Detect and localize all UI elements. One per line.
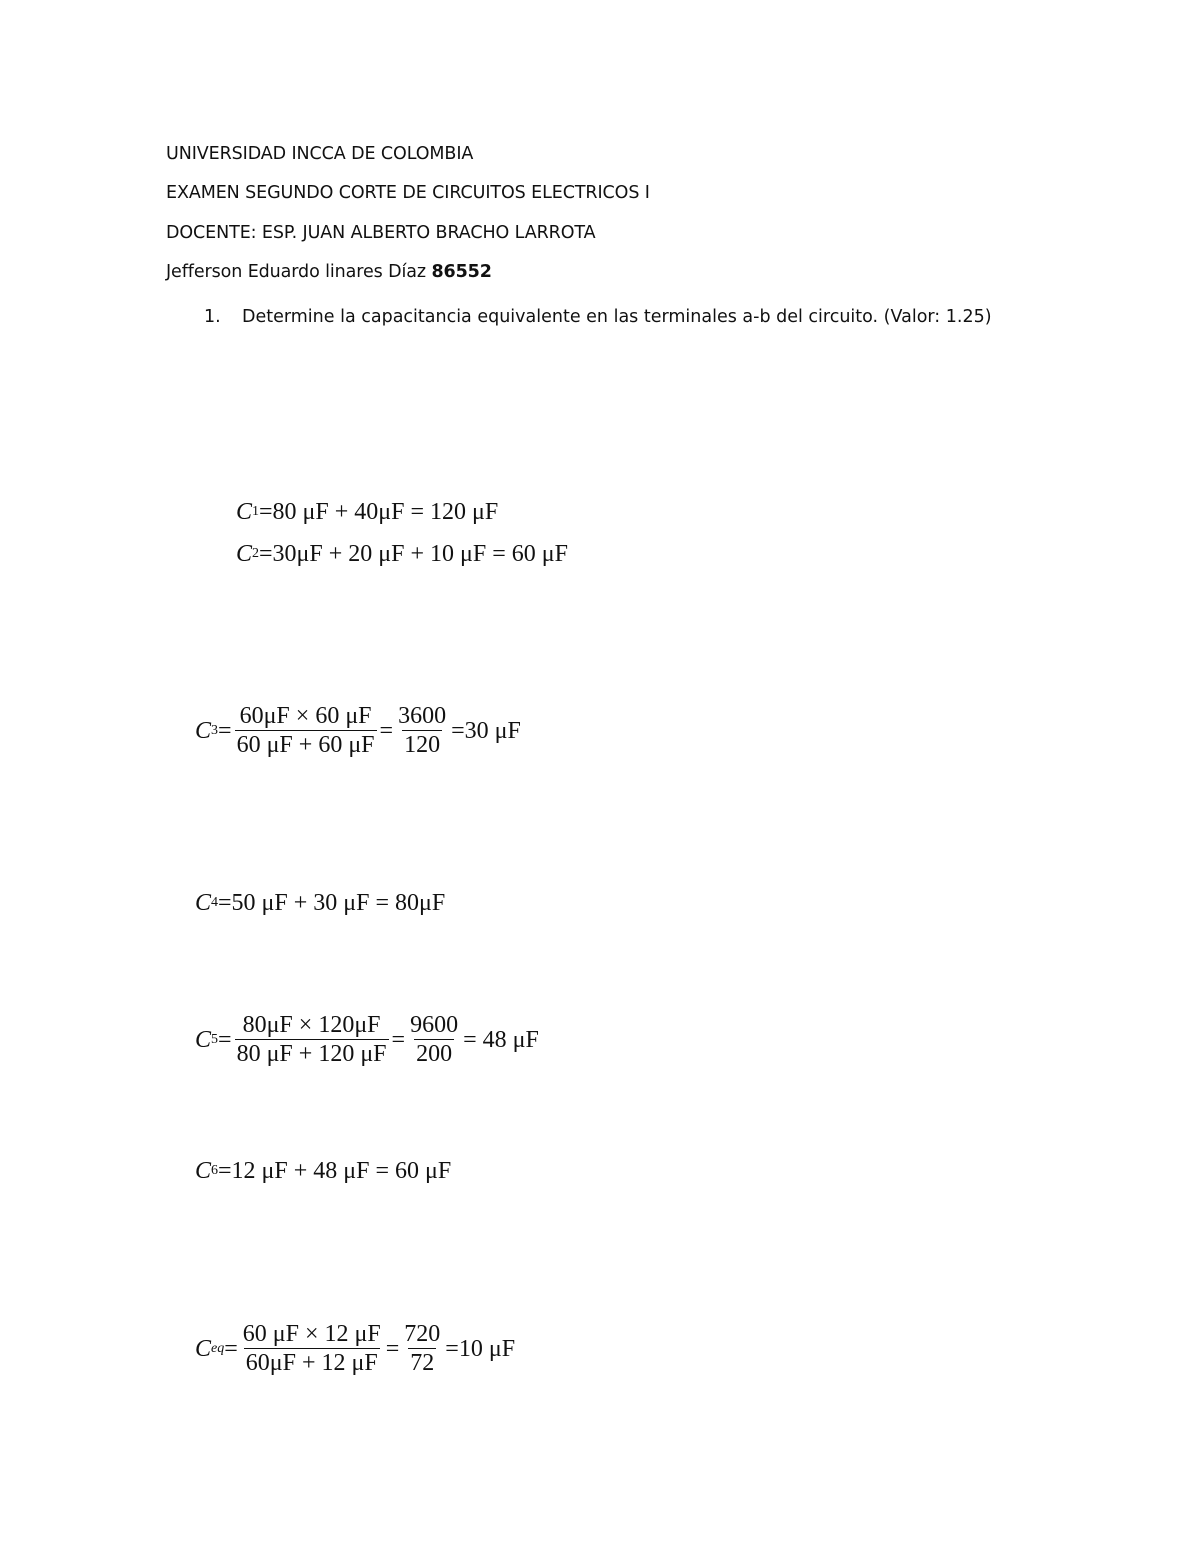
equation-var: C <box>236 541 253 567</box>
fraction-denominator: 80 μF + 120 μF <box>236 1041 387 1067</box>
equation-ceq: C eq = $\frac{60 \mu F \times 12 \mu F}{60\mu F + 12 \mu F}$ = $\frac{720}{72}$ =10 μF <box>195 1321 516 1376</box>
teacher-line: DOCENTE: ESP. JUAN ALBERTO BRACHO LARROTA <box>166 223 596 243</box>
fraction-denominator: 120 <box>404 732 441 758</box>
equation-expression: =50 μF + 30 μF = 80μF <box>218 890 446 916</box>
equation-var: C <box>195 1335 212 1362</box>
equation-var: C <box>195 1158 212 1184</box>
fraction-numerator: 60μF × 60 μF <box>239 703 372 729</box>
fraction-numerator: 3600 <box>398 703 447 729</box>
student-line <box>166 261 492 283</box>
equation-var: C <box>195 890 212 916</box>
equation-var: C <box>236 499 253 525</box>
equation-var: C <box>195 717 212 744</box>
fraction-numerator: 9600 <box>410 1012 459 1038</box>
student-name: Jefferson Eduardo linares Díaz <box>166 262 426 282</box>
equation-result: =30 μF <box>451 717 521 744</box>
question-text: Determine la capacitancia equivalente en las terminales a-b del circuito. (Valor: 1.25) <box>242 307 992 327</box>
equation-var: C <box>195 1026 212 1053</box>
equation-c3: C 3 = $\frac{60\mu F \times 60 \mu F}{60 \mu F + 60 \mu F}$ = $\frac{3600}{120}$ =30 μF <box>195 703 521 758</box>
equation-c5: C 5 = $\frac{80\mu F \times 120\mu F}{80 \mu F + 120 \mu F}$ = $\frac{9600}{200}$ = 48 μF <box>195 1012 539 1067</box>
equation-result: =10 μF <box>445 1335 516 1362</box>
fraction-denominator: 60 μF + 60 μF <box>236 732 375 758</box>
equation-result: = 48 μF <box>463 1026 539 1053</box>
fraction-numeric <box>402 1321 442 1376</box>
equation-expression: =80 μF + 40μF = 120 μF <box>259 499 499 525</box>
fraction-denominator: 200 <box>416 1041 453 1067</box>
equation-expression: =12 μF + 48 μF = 60 μF <box>218 1158 452 1184</box>
fraction-numerator: 80μF × 120μF <box>242 1012 381 1038</box>
university-title: UNIVERSIDAD INCCA DE COLOMBIA <box>166 144 474 164</box>
fraction-product-over-sum <box>241 1321 383 1376</box>
exam-title: EXAMEN SEGUNDO CORTE DE CIRCUITOS ELECTRICOS I <box>166 183 650 203</box>
fraction-numerator: 60 μF × 12 μF <box>242 1321 381 1347</box>
equation-c1: C 1 =80 μF + 40μF = 120 μF <box>236 499 499 525</box>
question-1 <box>204 306 992 328</box>
fraction-denominator: 72 <box>410 1350 435 1376</box>
equation-expression: =30μF + 20 μF + 10 μF = 60 μF <box>259 541 569 567</box>
equation-c6: C 6 =12 μF + 48 μF = 60 μF <box>195 1158 452 1184</box>
fraction-numeric <box>408 1012 460 1067</box>
fraction-denominator: 60μF + 12 μF <box>245 1350 378 1376</box>
student-code: 86552 <box>431 262 492 282</box>
fraction-product-over-sum <box>235 703 377 758</box>
fraction-numeric <box>396 703 448 758</box>
fraction-product-over-sum <box>235 1012 389 1067</box>
fraction-numerator: 720 <box>404 1321 441 1347</box>
equation-c4: C 4 =50 μF + 30 μF = 80μF <box>195 890 446 916</box>
equation-c2: C 2 =30μF + 20 μF + 10 μF = 60 μF <box>236 541 569 567</box>
question-number: 1. <box>204 307 221 327</box>
